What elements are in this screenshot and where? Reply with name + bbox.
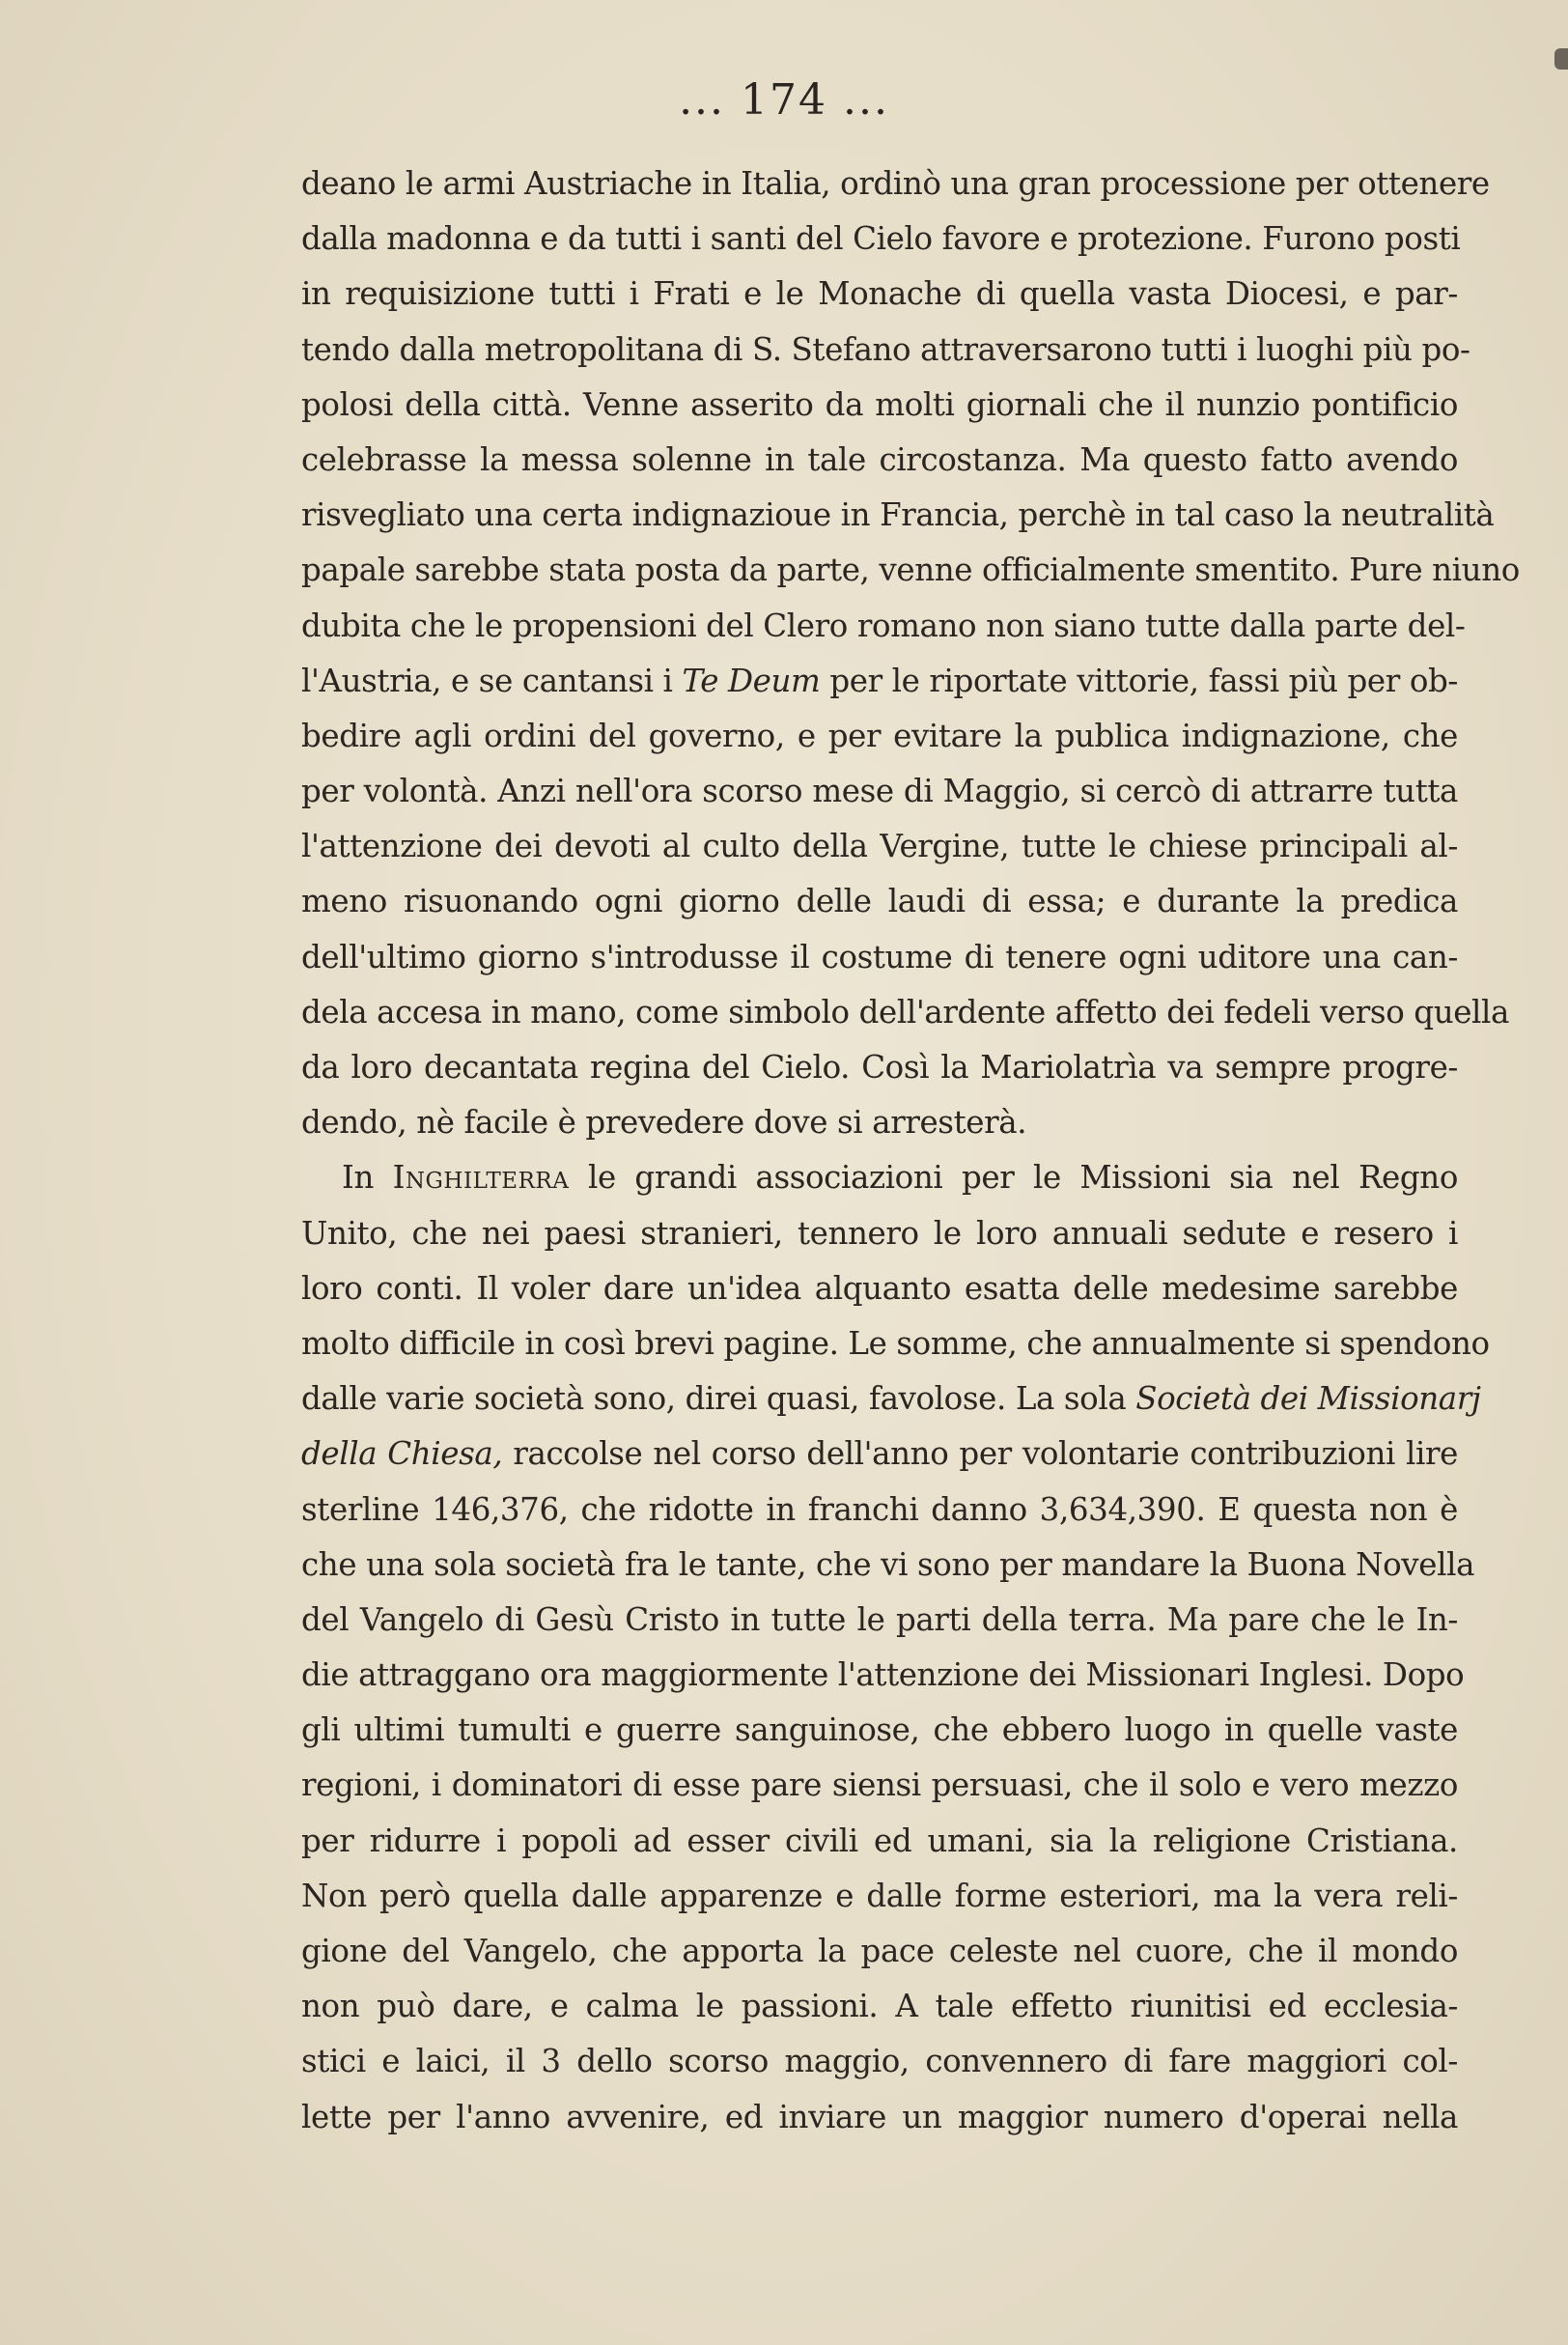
text-line-della-chiesa — [301, 1427, 1458, 1482]
text-line: dubita che le propensioni del Clero romano non siano tutte dalla parte del- — [301, 607, 1466, 644]
text-line: per ridurre i popoli ad esser civili ed umani, sia la religione Cristiana. — [301, 1822, 1458, 1859]
text-line: del Vangelo di Gesù Cristo in tutte le parti della terra. Ma pare che le In- — [301, 1600, 1458, 1638]
text-line: loro conti. Il voler dare un'idea alquanto esatta delle medesime sarebbe — [301, 1269, 1458, 1307]
text-line: da loro decantata regina del Cielo. Così la Mariolatrìa va sempre progre- — [301, 1049, 1458, 1086]
text-line: Unito, che nei paesi stranieri, tennero le loro annuali sedute e resero i — [301, 1214, 1458, 1252]
body-text — [301, 156, 1520, 2145]
text-line: dell'ultimo giorno s'introdusse il costume di tenere ogni uditore una can- — [301, 938, 1458, 975]
text-line: bedire agli ordini del governo, e per evitare la publica indignazione, che — [301, 717, 1458, 754]
text-segment: per le riportate vittorie, fassi più per ob- — [820, 662, 1458, 699]
text-line-societa — [301, 1371, 1481, 1427]
text-line-te-deum — [301, 654, 1458, 709]
text-segment: dalle varie società sono, direi quasi, favolose. La sola — [301, 1380, 1136, 1418]
text-line: tendo dalla metropolitana di S. Stefano attraversarono tutti i luoghi più po- — [301, 330, 1470, 368]
italic-societa-missionarj: Società dei Missionarj — [1135, 1380, 1481, 1418]
text-line: celebrasse la messa solenne in tale circostanza. Ma questo fatto avendo — [301, 440, 1458, 478]
text-line: sterline 146,376, che ridotte in franchi danno 3,634,390. E questa non è — [301, 1490, 1458, 1528]
text-segment: l'Austria, e se cantansi i — [301, 662, 683, 699]
text-line: stici e laici, il 3 dello scorso maggio, convennero di fare maggiori col- — [301, 2043, 1458, 2080]
text-line: meno risuonando ogni giorno delle laudi di essa; e durante la predica — [301, 883, 1458, 920]
text-segment: raccolse nel corso dell'anno per volontarie contribuzioni lire — [502, 1435, 1458, 1473]
text-line: non può dare, e calma le passioni. A tale effetto riunitisi ed ecclesia- — [301, 1988, 1458, 2025]
text-line: che una sola società fra le tante, che vi sono per mandare la Buona Novella — [301, 1545, 1475, 1583]
text-line: regioni, i dominatori di esse pare siensi persuasi, che il solo e vero mezzo — [301, 1766, 1458, 1804]
text-line: gli ultimi tumulti e guerre sanguinose, che ebbero luogo in quelle vaste — [301, 1711, 1458, 1749]
text-line-inghilterra — [301, 1150, 1458, 1205]
italic-della-chiesa: della Chiesa, — [301, 1435, 503, 1473]
text-line: dalla madonna e da tutti i santi del Cielo favore e protezione. Furono posti — [301, 220, 1461, 258]
text-line-paragraph-end: dendo, nè facile è prevedere dove si arresterà. — [301, 1104, 1027, 1142]
text-line: l'attenzione dei devoti al culto della Vergine, tutte le chiese principali al- — [301, 828, 1458, 865]
text-line: lette per l'anno avvenire, ed inviare un maggior numero d'operai nella — [301, 2098, 1458, 2135]
italic-te-deum: Te Deum — [682, 662, 821, 699]
text-line: polosi della città. Venne asserito da molti giornali che il nunzio pontificio — [301, 385, 1458, 423]
text-line: Non però quella dalle apparenze e dalle forme esteriori, ma la vera reli- — [301, 1877, 1458, 1914]
text-line: gione del Vangelo, che apporta la pace celeste nel cuore, che il mondo — [301, 1933, 1458, 1969]
text-line: deano le armi Austriache in Italia, ordinò una gran processione per ottenere — [301, 165, 1490, 202]
text-line: risvegliato una certa indignazioue in Francia, perchè in tal caso la neutralità — [301, 496, 1495, 534]
text-line: in requisizione tutti i Frati e le Monache di quella vasta Diocesi, e par- — [301, 275, 1458, 313]
small-caps-inghilterra: Inghilterra — [392, 1159, 570, 1197]
text-line: molto difficile in così brevi pagine. Le somme, che annualmente si spendono — [301, 1324, 1490, 1362]
text-line: die attraggano ora maggiormente l'attenzione dei Missionari Inglesi. Dopo — [301, 1656, 1465, 1694]
text-line: dela accesa in mano, come simbolo dell'ardente affetto dei fedeli verso quella — [301, 993, 1510, 1031]
text-segment: le grandi associazioni per le Missioni sia nel Regno — [569, 1159, 1458, 1197]
text-segment: In — [342, 1159, 393, 1197]
page-number: ... 174 ... — [679, 75, 889, 125]
text-line: papale sarebbe stata posta da parte, venne officialmente smentito. Pure niuno — [301, 551, 1520, 589]
text-line: per volontà. Anzi nell'ora scorso mese di Maggio, si cercò di attrarre tutta — [301, 773, 1458, 810]
page-edge-mark — [1554, 48, 1568, 70]
